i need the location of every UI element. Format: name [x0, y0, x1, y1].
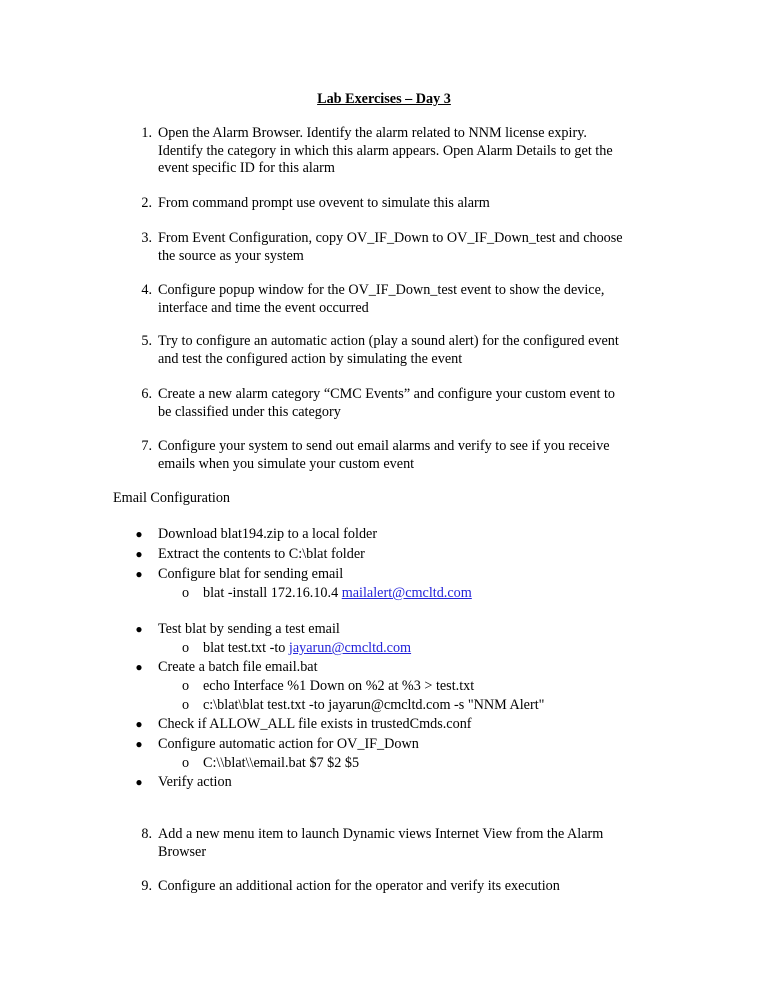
bullet-text: Extract the contents to C:\blat folder	[158, 546, 365, 562]
exercise-line: and test the configured action by simulating the event	[158, 350, 463, 367]
exercise-line: Configure an additional action for the operator and verify its execution	[158, 878, 560, 894]
exercise-text	[158, 878, 658, 896]
page-title: Lab Exercises – Day 3	[317, 91, 451, 107]
bullet-text: Configure automatic action for OV_IF_Down	[158, 736, 419, 752]
exercise-number: 3.	[141, 230, 152, 246]
bullet-text: Verify action	[158, 774, 232, 790]
exercise-line: emails when you simulate your custom event	[158, 455, 415, 472]
bullet-icon: ●	[135, 527, 143, 541]
bullet-icon: ●	[135, 717, 143, 731]
exercise-text	[158, 282, 658, 317]
exercise-text	[158, 386, 658, 421]
sub-bullet-icon: o	[182, 678, 190, 694]
exercise-number: 5.	[141, 333, 152, 349]
exercise-line: be classified under this category	[158, 403, 341, 420]
bullet-text: Test blat by sending a test email	[158, 621, 340, 637]
sub-bullet-icon: o	[182, 640, 190, 656]
sub-bullet-icon: o	[182, 585, 190, 601]
sub-bullet-icon: o	[182, 697, 190, 713]
exercise-number: 1.	[141, 125, 152, 141]
exercise-line: interface and time the event occurred	[158, 299, 369, 316]
command-text: blat test.txt -to	[203, 640, 289, 656]
exercise-line: Configure popup window for the OV_IF_Down_test event to show the device,	[158, 282, 605, 298]
bullet-icon: ●	[135, 622, 143, 636]
exercise-line: Browser	[158, 843, 207, 860]
email-link-mailalert[interactable]: mailalert@cmcltd.com	[341, 585, 472, 601]
exercise-number: 2.	[141, 195, 152, 211]
exercise-line: From command prompt use ovevent to simulate this alarm	[158, 195, 490, 211]
sub-bullet-icon: o	[182, 755, 190, 771]
bullet-text: Create a batch file email.bat	[158, 659, 318, 675]
exercise-line: the source as your system	[158, 247, 304, 264]
sub-bullet-text: c:\blat\blat test.txt -to jayarun@cmcltd.com -s "NNM Alert"	[203, 697, 545, 713]
exercise-line: event specific ID for this alarm	[158, 160, 335, 176]
exercise-line: Identify the category in which this alarm appears. Open Alarm Details to get the	[158, 142, 613, 159]
exercise-number: 7.	[141, 438, 152, 454]
sub-bullet-text	[203, 584, 472, 602]
bullet-text: Configure blat for sending email	[158, 566, 344, 582]
bullet-icon: ●	[135, 737, 143, 751]
sub-bullet-text	[203, 639, 411, 657]
exercise-line: Add a new menu item to launch Dynamic views Internet View from the Alarm	[158, 826, 604, 842]
exercise-text	[158, 195, 658, 213]
exercise-line: Try to configure an automatic action (play a sound alert) for the configured event	[158, 333, 619, 349]
exercise-line: From Event Configuration, copy OV_IF_Down to OV_IF_Down_test and choose	[158, 230, 623, 246]
command-text: blat -install 172.16.10.4	[203, 585, 342, 601]
exercise-number: 8.	[141, 826, 152, 842]
bullet-text: Download blat194.zip to a local folder	[158, 526, 378, 542]
bullet-icon: ●	[135, 660, 143, 674]
exercise-number: 4.	[141, 282, 152, 298]
bullet-text: Check if ALLOW_ALL file exists in trustedCmds.conf	[158, 716, 472, 732]
bullet-icon: ●	[135, 775, 143, 789]
exercise-text	[158, 230, 658, 265]
exercise-line: Configure your system to send out email alarms and verify to see if you receive	[158, 438, 610, 454]
bullet-icon: ●	[135, 567, 143, 581]
sub-bullet-text: echo Interface %1 Down on %2 at %3 > test.txt	[203, 678, 475, 694]
email-link-jayarun[interactable]: jayarun@cmcltd.com	[288, 640, 412, 656]
exercise-line: Create a new alarm category “CMC Events” and configure your custom event to	[158, 386, 615, 402]
bullet-icon: ●	[135, 547, 143, 561]
section-heading-email-configuration: Email Configuration	[113, 490, 231, 506]
exercise-number: 6.	[141, 386, 152, 402]
sub-bullet-text: C:\\blat\\email.bat $7 $2 $5	[203, 755, 360, 771]
exercise-text	[158, 333, 658, 368]
exercise-number: 9.	[141, 878, 152, 894]
exercise-text	[158, 826, 658, 861]
exercise-line: Open the Alarm Browser. Identify the alarm related to NNM license expiry.	[158, 125, 587, 141]
exercise-text	[158, 125, 658, 178]
exercise-text	[158, 438, 658, 473]
